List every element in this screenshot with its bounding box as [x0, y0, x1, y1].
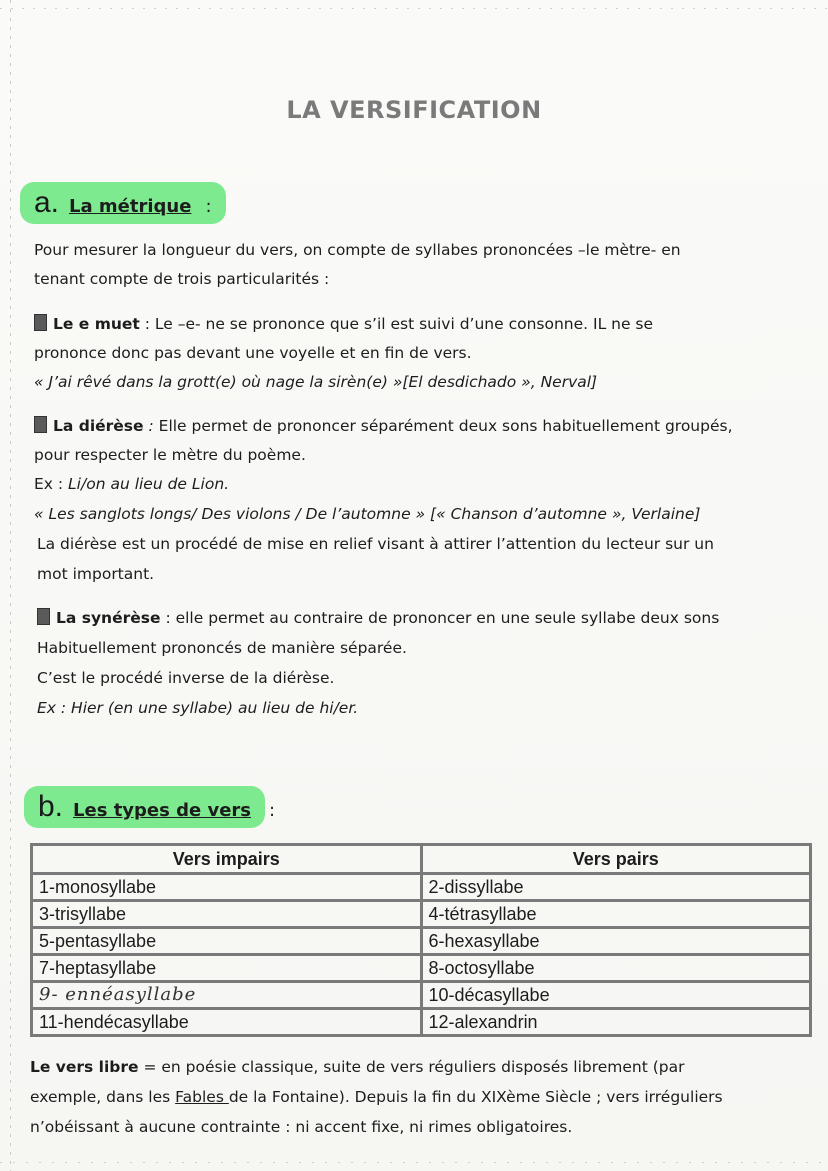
- table-cell: 5-pentasyllabe: [32, 928, 422, 955]
- vers-libre-text-2b: de la Fontaine). Depuis la fin du XIXème Siècle ; vers irréguliers: [228, 1088, 723, 1106]
- table-cell: 2-dissyllabe: [421, 874, 811, 901]
- section-b-heading: [24, 786, 275, 828]
- synerese-line-2: Habituellement prononcés de manière séparée.: [37, 639, 407, 657]
- section-a-letter: a.: [34, 186, 60, 219]
- table-row: [32, 982, 811, 1009]
- dierese-line-3: La diérèse est un procédé de mise en relief visant à attirer l’attention du lecteur sur un: [37, 535, 714, 553]
- dierese-ex: Li/on au lieu de Lion.: [68, 475, 230, 493]
- intro-line-2: tenant compte de trois particularités :: [34, 270, 330, 288]
- synerese-example: Ex : Hier (en une syllabe) au lieu de hi/er.: [37, 699, 359, 717]
- synerese-label: La synérèse: [56, 609, 161, 627]
- fables-link-text: Fables: [175, 1088, 229, 1106]
- synerese-line-1: [37, 604, 719, 634]
- table-cell: 8-octosyllabe: [421, 955, 811, 982]
- vers-libre-text-1: = en poésie classique, suite de vers réguliers disposés librement (par: [138, 1058, 685, 1076]
- table-row: [32, 874, 811, 901]
- page-edge-top: [0, 8, 828, 9]
- dierese-line-1: [34, 412, 733, 442]
- dierese-line-2: pour respecter le mètre du poème.: [34, 446, 306, 464]
- vers-libre-line-2: [30, 1082, 810, 1112]
- e-muet-text-1: : Le –e- ne se prononce que s’il est suivi d’une consonne. IL ne se: [139, 315, 654, 333]
- e-muet-example: « J’ai rêvé dans la grott(e) où nage la sirèn(e) »[El desdichado », Nerval]: [34, 373, 598, 391]
- table-cell: 11-hendécasyllabe: [32, 1009, 422, 1036]
- table-cell: 4-tétrasyllabe: [421, 901, 811, 928]
- section-a-colon: :: [205, 196, 212, 217]
- vers-libre-text-2a: exemple, dans les: [30, 1088, 176, 1106]
- bullet-square-icon: [37, 608, 50, 625]
- vers-libre-paragraph: [30, 1052, 810, 1142]
- e-muet-line-1: [34, 310, 653, 340]
- synerese-text-1: : elle permet au contraire de prononcer en une seule syllabe deux sons: [160, 609, 720, 627]
- table-cell: 1-monosyllabe: [32, 874, 422, 901]
- bullet-square-icon: [34, 314, 47, 331]
- section-b-letter: b.: [38, 790, 64, 823]
- section-a-highlight: [20, 182, 226, 224]
- page-edge-left: [10, 0, 11, 1171]
- dierese-label: La diérèse: [53, 417, 144, 435]
- dierese-ex-prefix: Ex :: [34, 475, 69, 493]
- dierese-example: « Les sanglots longs/ Des violons / De l’automne » [« Chanson d’automne », Verlaine]: [34, 505, 701, 523]
- vers-libre-label: Le vers libre: [30, 1058, 139, 1076]
- section-b-colon: :: [269, 800, 276, 821]
- table-row: [32, 928, 811, 955]
- table-cell: 10-décasyllabe: [421, 982, 811, 1009]
- dierese-colon: :: [143, 417, 154, 435]
- table-cell: 7-heptasyllabe: [32, 955, 422, 982]
- table-cell: 3-trisyllabe: [32, 901, 422, 928]
- table-row: [32, 955, 811, 982]
- table-row: [32, 901, 811, 928]
- table-cell: 12-alexandrin: [421, 1009, 811, 1036]
- header-odd-verses: Vers impairs: [32, 845, 422, 874]
- section-a-heading: [20, 182, 226, 224]
- vers-libre-line-3: n’obéissant à aucune contrainte : ni accent fixe, ni rimes obligatoires.: [30, 1118, 573, 1136]
- e-muet-label: Le e muet: [53, 315, 140, 333]
- vers-libre-line-1: [30, 1052, 810, 1082]
- table-cell-handwritten: 9- ennéasyllabe: [32, 982, 422, 1009]
- dierese-line-4: mot important.: [37, 565, 155, 583]
- table-cell: 6-hexasyllabe: [421, 928, 811, 955]
- dierese-ex-line: [34, 470, 229, 500]
- page-title: LA VERSIFICATION: [286, 96, 542, 124]
- section-a-title: La métrique: [69, 196, 192, 217]
- e-muet-line-2: prononce donc pas devant une voyelle et en fin de vers.: [34, 344, 472, 362]
- verse-types-table: [30, 843, 812, 1037]
- intro-line-1: Pour mesurer la longueur du vers, on compte de syllabes prononcées –le mètre- en: [34, 241, 681, 259]
- synerese-line-3: C’est le procédé inverse de la diérèse.: [37, 669, 335, 687]
- table-row: [32, 1009, 811, 1036]
- table-header-row: [32, 845, 811, 874]
- header-even-verses: Vers pairs: [421, 845, 811, 874]
- page-edge-bottom: [0, 1162, 828, 1163]
- section-b-highlight: [24, 786, 265, 828]
- section-b-title: Les types de vers: [73, 800, 251, 821]
- dierese-text-1: Elle permet de prononcer séparément deux sons habituellement groupés,: [153, 417, 733, 435]
- bullet-square-icon: [34, 416, 47, 433]
